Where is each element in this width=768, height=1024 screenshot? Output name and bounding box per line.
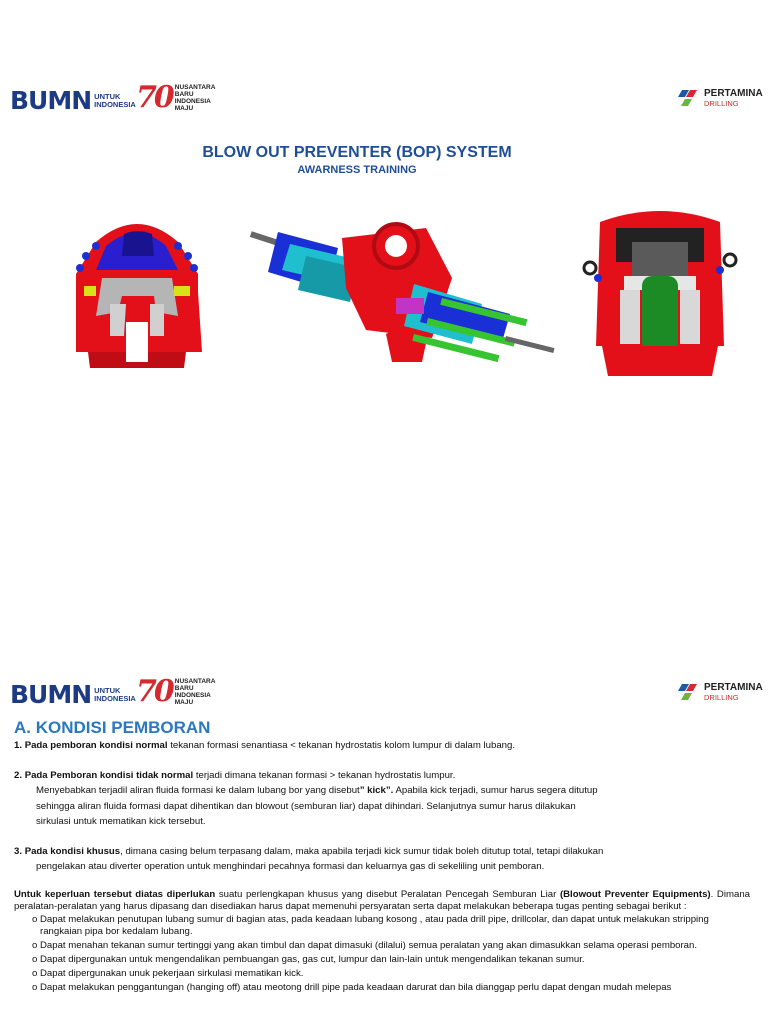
pertamina-mark-icon <box>674 682 700 702</box>
pertamina-division: DRILLING <box>704 99 739 108</box>
section-body <box>14 738 750 996</box>
point-3: 3. Pada kondisi khusus, dimana casing belum terpasang dalam, maka apabila terjadi kick sumur tidak boleh ditutup total, tetapi dilakukan <box>14 845 604 857</box>
slide-subtitle: AWARNESS TRAINING <box>297 164 417 176</box>
pertamina-division: DRILLING <box>704 693 739 702</box>
point-3-line-2: pengelakan atau diverter operation untuk menghindari pecahnya formasi dan keluarnya gas di sekeliling unit pemboran. <box>36 861 545 872</box>
ram-bop-image <box>246 218 562 378</box>
list-item: o Dapat menahan tekanan sumur tertinggi yang akan timbul dan dapat dimasuki (dilalui) semua peralatan yang akan dimasukkan selama operasi pemboran. <box>32 939 698 951</box>
bumn-logo <box>10 682 136 707</box>
bumn-wordmark: BUMN <box>10 86 92 115</box>
pertamina-logo <box>674 88 763 108</box>
bumn-wordmark: BUMN <box>10 680 92 709</box>
list-item: o Dapat melakukan penggantungan (hanging off) atau meotong drill pipe pada keadaan darurat dan bila dianggap perlu dapat dengan mudah melepas <box>32 981 672 993</box>
seventy-mark: 70 <box>136 80 172 115</box>
point-1: 1. Pada pemboran kondisi normal tekanan formasi senantiasa < tekanan hydrostatis kolom lumpur di dalam lubang. <box>14 740 515 751</box>
annular-bop-image <box>66 212 208 374</box>
list-item: o Dapat melakukan penutupan lubang sumur di bagian atas, pada keadaan lubang kosong , atau pada drill pipe, drillcolar, dan dapat untuk melakukan stripping rangkaian pipa bor kedalam lubang. <box>32 913 709 937</box>
equipment-paragraph: Untuk keperluan tersebut diatas diperlukan suatu perlengkapan khusus yang disebut Peralatan Pencegah Semburan Liar (Blowout Preventer Equipments). Dimana peralatan-peralatan yang harus dipasang dan disediakan harus dapat memenuhi persyaratan serta dapat melakukan beberapa tugas penting sebagai berikut : <box>14 888 750 912</box>
seventy-tagline: NUSANTARA BARU INDONESIA MAJU <box>174 678 216 706</box>
pertamina-name: PERTAMINA <box>704 88 763 99</box>
list-item: o Dapat dipergunakan untuk mengendalikan pembuangan gas, gas cut, lumpur dan lain-lain untuk mengendalikan tekanan sumur. <box>32 953 585 965</box>
task-list <box>14 914 750 994</box>
point-2: 2. Pada Pemboran kondisi tidak normal terjadi dimana tekanan formasi > tekanan hydrostatis lumpur. <box>14 769 456 781</box>
annular-bop-cutaway-image <box>580 206 740 380</box>
seventy-mark: 70 <box>136 674 172 709</box>
section-heading: A. KONDISI PEMBORAN <box>14 718 211 737</box>
point-2-line-2: Menyebabkan terjadil aliran fluida formasi ke dalam lubang bor yang disebut” kick”. Apabila kick terjadi, sumur harus segera ditutup <box>36 785 598 796</box>
bumn-tagline: UNTUK INDONESIA <box>94 91 136 109</box>
seventy-years-logo <box>136 674 216 709</box>
point-2-line-3: sehingga aliran fluida formasi dapat dihentikan dan blowout (semburan liar) dapat dihindari. Selanjutnya sumur harus dilakukan <box>36 800 576 812</box>
list-item: o Dapat dipergunakan unuk pekerjaan sirkulasi mematikan kick. <box>32 967 304 979</box>
bumn-logo <box>10 88 136 113</box>
seventy-tagline: NUSANTARA BARU INDONESIA MAJU <box>174 84 216 112</box>
slide-2 <box>0 640 768 1024</box>
pertamina-mark-icon <box>674 88 700 108</box>
pertamina-name: PERTAMINA <box>704 682 763 693</box>
point-2-line-4: sirkulasi untuk mematikan kick tersebut. <box>36 816 206 827</box>
pertamina-logo <box>674 682 763 702</box>
slide-title: BLOW OUT PREVENTER (BOP) SYSTEM <box>202 144 512 161</box>
seventy-years-logo <box>136 80 216 115</box>
bumn-tagline: UNTUK INDONESIA <box>94 685 136 703</box>
